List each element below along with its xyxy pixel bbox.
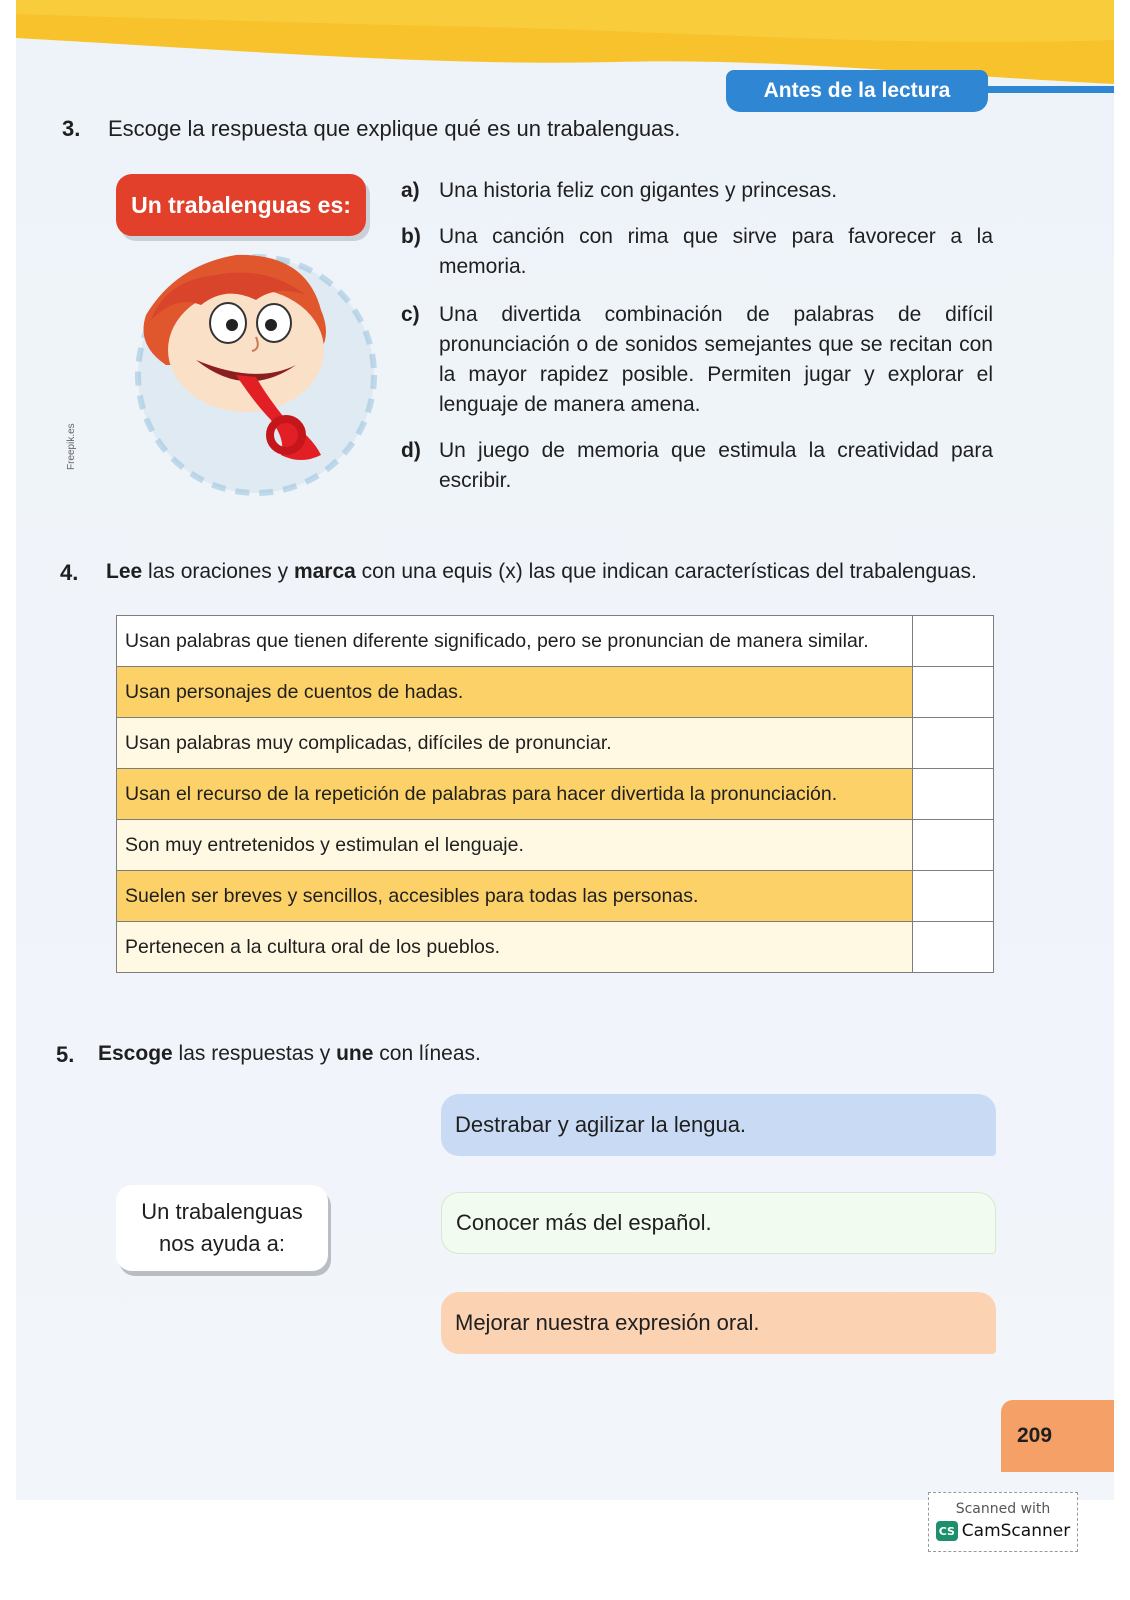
answer-card-3[interactable]: Mejorar nuestra expresión oral. [441, 1292, 996, 1354]
matching-source-card[interactable] [116, 1185, 328, 1271]
statement-cell: Usan personajes de cuentos de hadas. [117, 667, 913, 718]
tongue-twister-boy-illustration [106, 225, 386, 500]
statement-cell: Usan palabras que tienen diferente significado, pero se pronuncian de manera similar. [117, 616, 913, 667]
answer-card-2[interactable]: Conocer más del español. [441, 1192, 996, 1254]
question-3-text: Escoge la respuesta que explique qué es un trabalenguas. [108, 116, 681, 141]
option-text: Un juego de memoria que estimula la creatividad para escribir. [439, 439, 993, 492]
mark-box[interactable] [913, 769, 994, 820]
option-letter: c) [401, 303, 420, 326]
option-letter: b) [401, 225, 421, 248]
watermark-line: Scanned with [955, 1501, 1051, 1517]
statement-cell: Usan palabras muy complicadas, difíciles de pronunciar. [117, 718, 913, 769]
definition-badge: Un trabalenguas es: [116, 174, 366, 236]
table-row [117, 922, 994, 973]
answer-card-1[interactable]: Destrabar y agilizar la lengua. [441, 1094, 996, 1156]
option-letter: d) [401, 439, 421, 462]
question-3-number: 3. [62, 116, 81, 141]
characteristics-table [116, 615, 994, 973]
instruction-text: las respuestas y [172, 1042, 337, 1065]
question-4-text [106, 560, 977, 584]
page-number-tab: 209 [1001, 1400, 1114, 1472]
option-letter: a) [401, 179, 420, 202]
option-text: Una historia feliz con gigantes y princesas. [439, 179, 838, 202]
statement-cell: Son muy entretenidos y estimulan el lenguaje. [117, 820, 913, 871]
instruction-verb: Escoge [98, 1042, 173, 1065]
option-b[interactable] [401, 222, 993, 282]
statement-cell: Pertenecen a la cultura oral de los pueblos. [117, 922, 913, 973]
mark-box[interactable] [913, 871, 994, 922]
table-row [117, 871, 994, 922]
statement-cell: Suelen ser breves y sencillos, accesibles para todas las personas. [117, 871, 913, 922]
option-a[interactable] [401, 176, 993, 206]
watermark-brand: CamScanner [961, 1521, 1071, 1541]
mark-box[interactable] [913, 922, 994, 973]
table-row [117, 616, 994, 667]
instruction-verb: une [336, 1042, 374, 1065]
instruction-text: con una equis (x) las que indican características del trabalenguas. [355, 560, 977, 583]
mark-box[interactable] [913, 667, 994, 718]
source-line: Un trabalenguas [141, 1199, 303, 1224]
section-banner: Antes de la lectura [726, 70, 988, 112]
mark-box[interactable] [913, 820, 994, 871]
banner-line [976, 86, 1114, 93]
instruction-text: las oraciones y [142, 560, 294, 583]
question-5-text [98, 1042, 481, 1066]
table-row [117, 769, 994, 820]
table-row [117, 718, 994, 769]
instruction-text: con líneas. [373, 1042, 481, 1065]
table-row [117, 820, 994, 871]
source-line: nos ayuda a: [159, 1231, 285, 1256]
camscanner-logo-icon: CS [936, 1521, 958, 1541]
statement-cell: Usan el recurso de la repetición de palabras para hacer divertida la pronunciación. [117, 769, 913, 820]
option-c[interactable] [401, 300, 993, 420]
option-d[interactable] [401, 436, 993, 496]
question-5-number: 5. [56, 1042, 75, 1067]
camscanner-watermark [928, 1492, 1078, 1552]
textbook-page [16, 0, 1114, 1500]
mark-box[interactable] [913, 718, 994, 769]
option-text: Una divertida combinación de palabras de difícil pronunciación o de sonidos semejantes que se recitan con la mayor rapidez posible. Permiten jugar y explorar el lenguaje de manera amena. [439, 303, 993, 416]
table-row [117, 667, 994, 718]
image-credit: Freepik.es [66, 423, 77, 470]
mark-box[interactable] [913, 616, 994, 667]
question-4-number: 4. [60, 560, 79, 585]
instruction-verb: Lee [106, 560, 143, 583]
option-text: Una canción con rima que sirve para favorecer a la memoria. [439, 225, 993, 278]
instruction-verb: marca [293, 560, 356, 583]
